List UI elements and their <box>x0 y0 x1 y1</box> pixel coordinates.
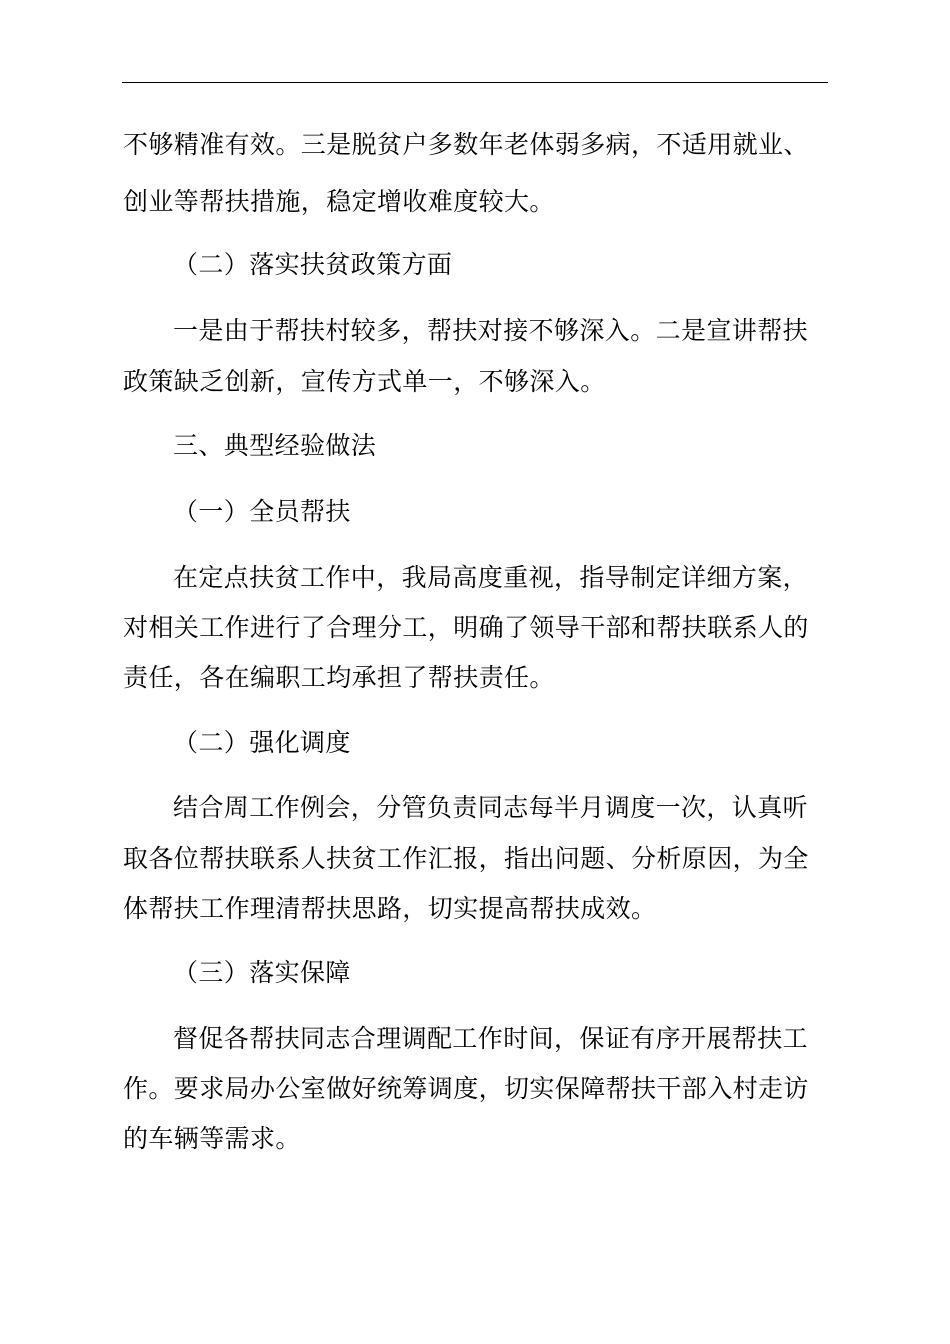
section-heading: 三、典型经验做法 <box>173 431 377 460</box>
paragraph-line: 政策缺乏创新，宣传方式单一，不够深入。 <box>123 367 606 396</box>
section-heading: （二）落实扶贫政策方面 <box>173 250 453 279</box>
paragraph-line: 责任，各在编职工均承担了帮扶责任。 <box>123 663 555 692</box>
paragraph-line: 结合周工作例会，分管负责同志每半月调度一次，认真听 <box>173 793 809 822</box>
paragraph-line: 取各位帮扶联系人扶贫工作汇报，指出问题、分析原因，为全 <box>123 844 809 873</box>
paragraph-line: 作。要求局办公室做好统筹调度，切实保障帮扶干部入村走访 <box>123 1074 809 1103</box>
paragraph-line: 创业等帮扶措施，稳定增收难度较大。 <box>123 187 555 216</box>
paragraph-line: 的车辆等需求。 <box>123 1124 301 1153</box>
paragraph-line: 对相关工作进行了合理分工，明确了领导干部和帮扶联系人的 <box>123 613 809 642</box>
paragraph-line: 不够精准有效。三是脱贫户多数年老体弱多病，不适用就业、 <box>123 130 809 159</box>
section-heading: （二）强化调度 <box>173 728 351 757</box>
header-rule <box>122 82 828 83</box>
section-heading: （三）落实保障 <box>173 958 351 987</box>
section-heading: （一）全员帮扶 <box>173 497 351 526</box>
paragraph-line: 一是由于帮扶村较多，帮扶对接不够深入。二是宣讲帮扶 <box>173 316 809 345</box>
paragraph-line: 在定点扶贫工作中，我局高度重视，指导制定详细方案， <box>173 563 809 592</box>
paragraph-line: 体帮扶工作理清帮扶思路，切实提高帮扶成效。 <box>123 894 657 923</box>
paragraph-line: 督促各帮扶同志合理调配工作时间，保证有序开展帮扶工 <box>173 1024 809 1053</box>
